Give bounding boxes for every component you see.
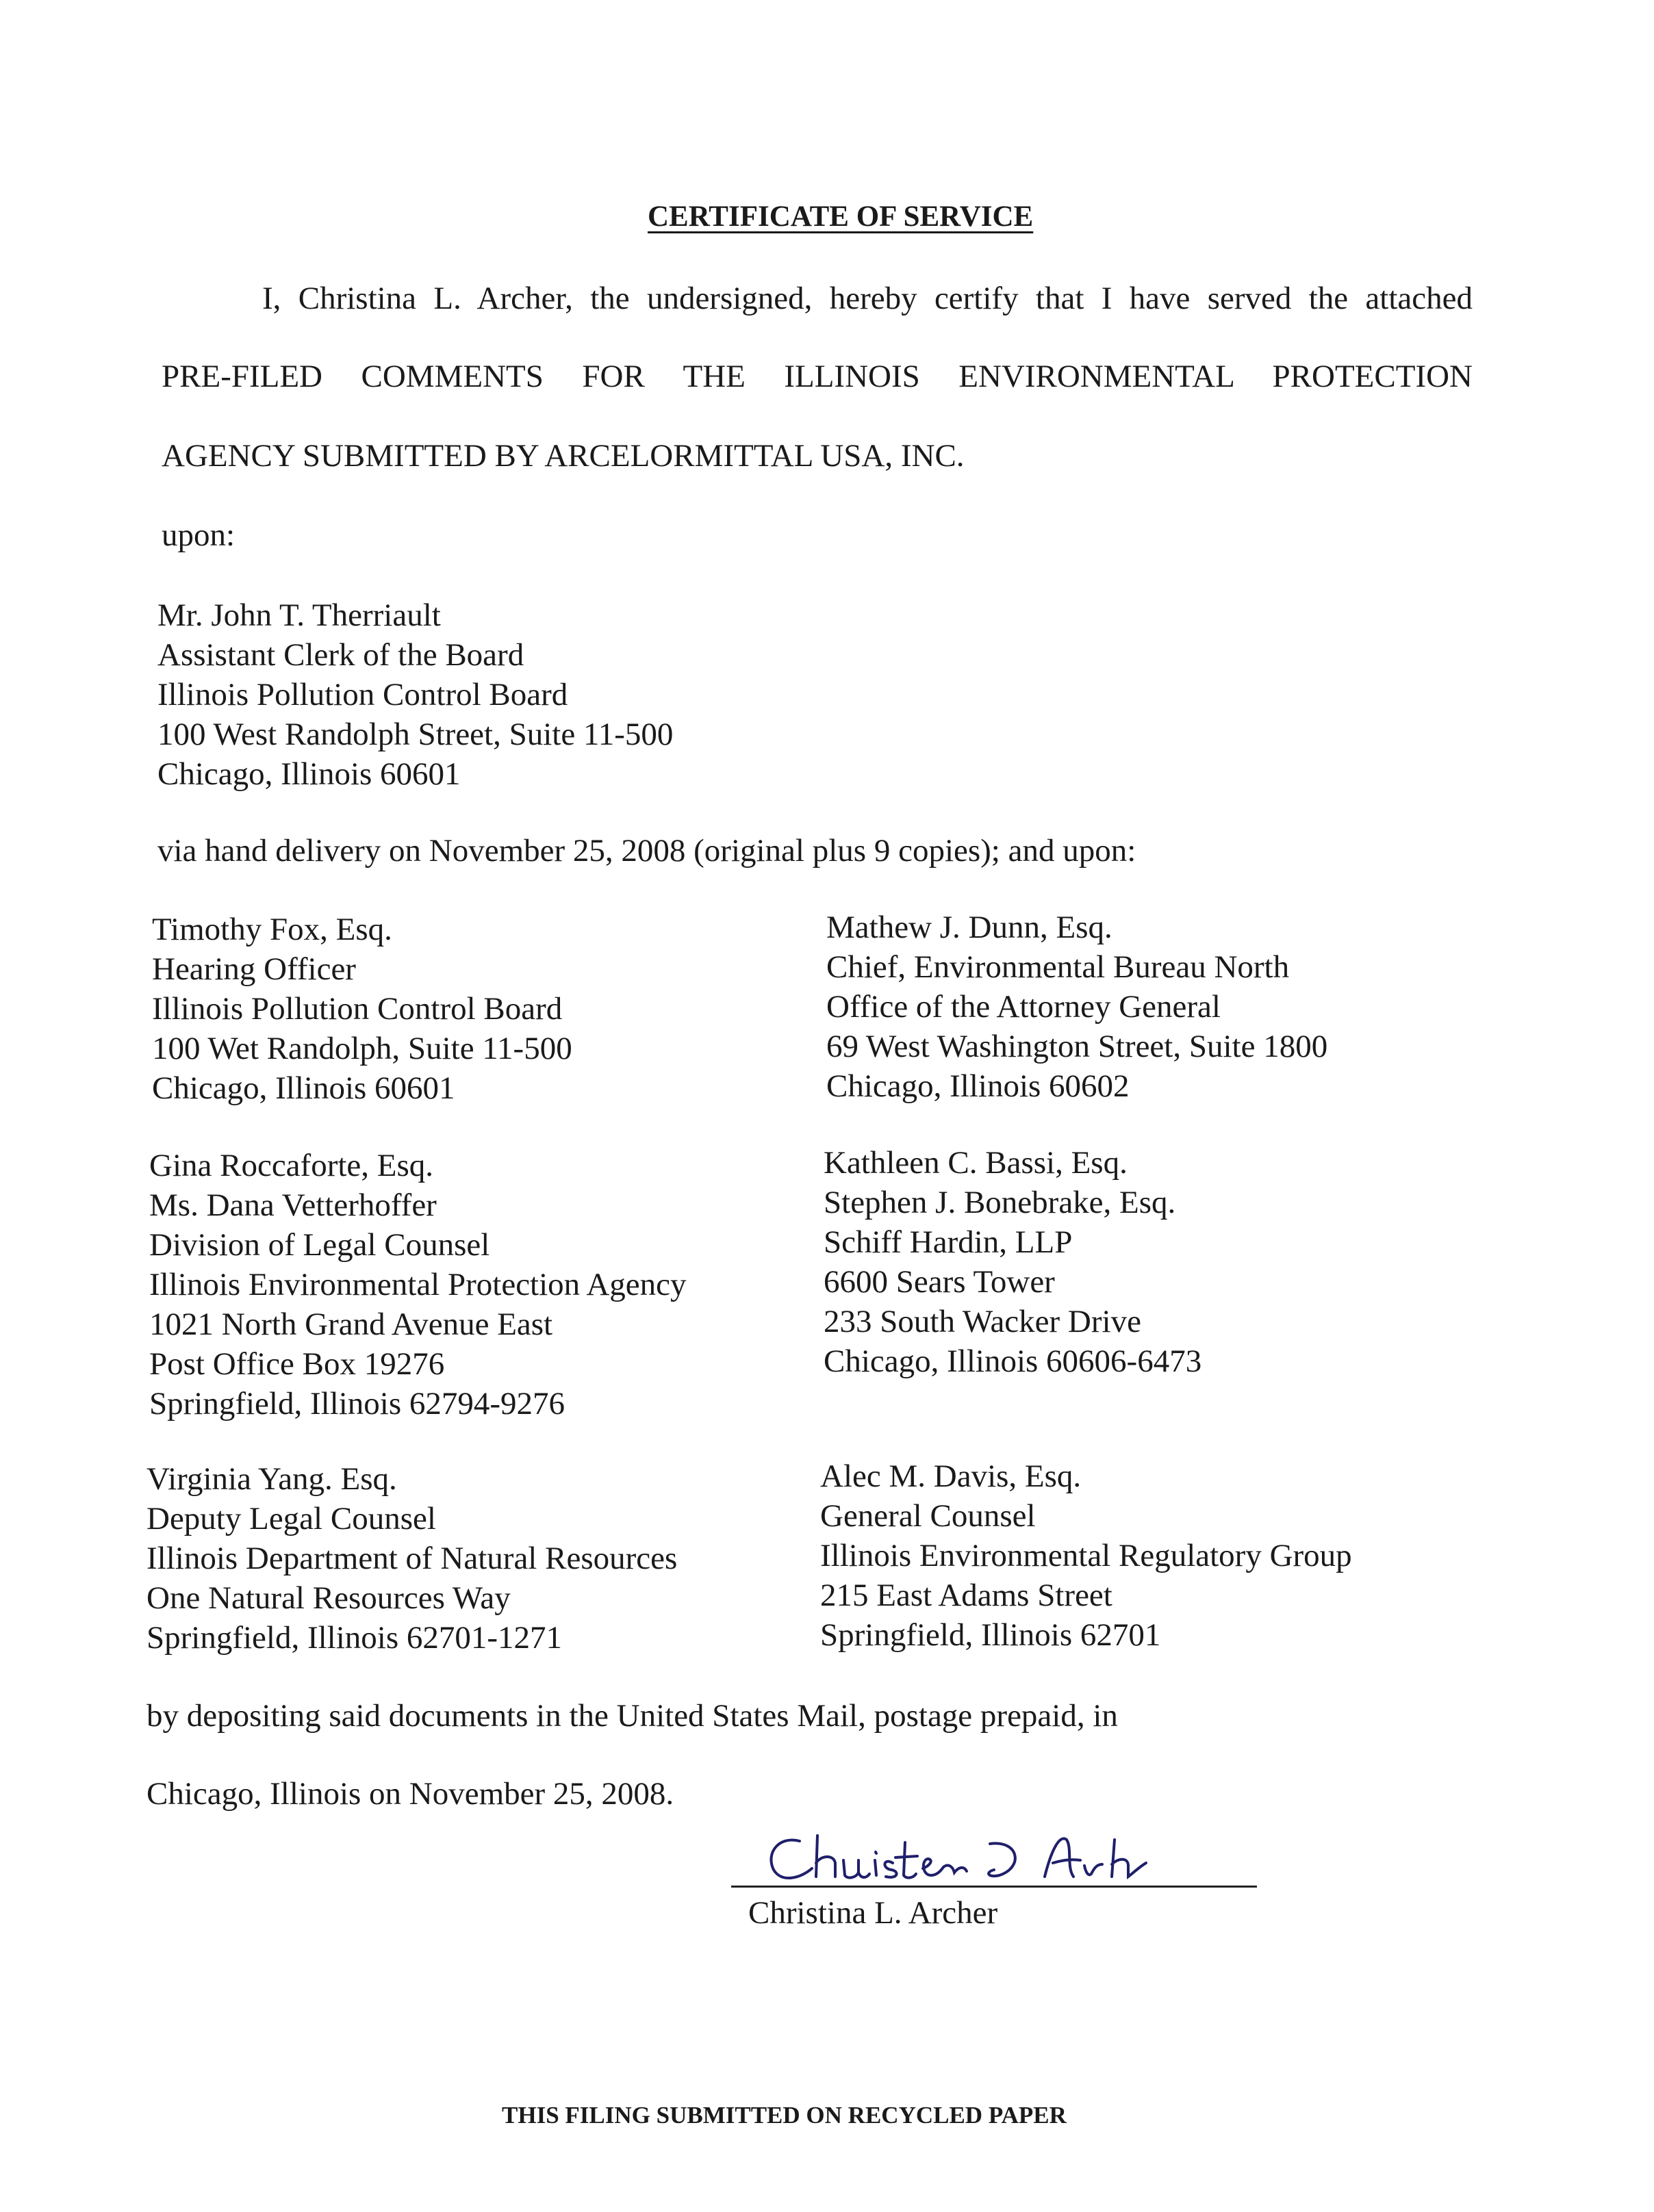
address-line: Deputy Legal Counsel bbox=[147, 1501, 436, 1536]
address-line: Gina Roccaforte, Esq. bbox=[149, 1148, 434, 1183]
address-line: Virginia Yang. Esq. bbox=[147, 1461, 397, 1497]
address-line: Springfield, Illinois 62701-1271 bbox=[147, 1620, 563, 1656]
address-line: Chicago, Illinois 60606-6473 bbox=[824, 1343, 1202, 1379]
via-line: via hand delivery on November 25, 2008 (original plus 9 copies); and upon: bbox=[157, 833, 1136, 869]
intro-line-2: PRE-FILED COMMENTS FOR THE ILLINOIS ENVIRONMENTAL PROTECTION bbox=[162, 359, 1473, 394]
address-line: Illinois Pollution Control Board bbox=[152, 991, 563, 1027]
address-line: Springfield, Illinois 62701 bbox=[820, 1617, 1161, 1653]
recipient-address-left-3 bbox=[147, 1459, 677, 1658]
address-line: One Natural Resources Way bbox=[147, 1580, 511, 1616]
address-line: 1021 North Grand Avenue East bbox=[149, 1307, 553, 1342]
address-line: 69 West Washington Street, Suite 1800 bbox=[826, 1029, 1328, 1064]
address-line: Alec M. Davis, Esq. bbox=[820, 1458, 1082, 1494]
closing-line-1: by depositing said documents in the United States Mail, postage prepaid, in bbox=[147, 1698, 1118, 1734]
address-line: 100 Wet Randolph, Suite 11-500 bbox=[152, 1031, 572, 1066]
intro-line-3: AGENCY SUBMITTED BY ARCELORMITTAL USA, INC. bbox=[162, 438, 965, 474]
recipient-address-right-3 bbox=[820, 1456, 1352, 1655]
recipient-address-left-1 bbox=[152, 910, 572, 1108]
address-line: Stephen J. Bonebrake, Esq. bbox=[824, 1185, 1176, 1220]
address-line: Timothy Fox, Esq. bbox=[152, 912, 392, 947]
recipient-address-right-2 bbox=[824, 1143, 1201, 1381]
recipient-address-right-1 bbox=[826, 908, 1327, 1106]
address-line: Illinois Environmental Protection Agency bbox=[149, 1267, 687, 1302]
address-line: Illinois Environmental Regulatory Group bbox=[820, 1538, 1352, 1573]
address-line: Mathew J. Dunn, Esq. bbox=[826, 910, 1112, 945]
address-line: Springfield, Illinois 62794-9276 bbox=[149, 1386, 565, 1422]
intro-line-1: I, Christina L. Archer, the undersigned, hereby certify that I have served the attached bbox=[262, 281, 1473, 316]
upon-label: upon: bbox=[162, 517, 236, 553]
address-line: 6600 Sears Tower bbox=[824, 1264, 1055, 1300]
recipient-address-left-2 bbox=[149, 1146, 687, 1424]
address-line: Chicago, Illinois 60601 bbox=[152, 1070, 455, 1106]
document-title: CERTIFICATE OF SERVICE bbox=[648, 201, 1034, 233]
address-line: Division of Legal Counsel bbox=[149, 1227, 490, 1263]
address-line: 215 East Adams Street bbox=[820, 1578, 1112, 1613]
address-line: Mr. John T. Therriault bbox=[157, 597, 441, 633]
address-line: Office of the Attorney General bbox=[826, 989, 1221, 1025]
address-line: Ms. Dana Vetterhoffer bbox=[149, 1187, 437, 1223]
signer-name: Christina L. Archer bbox=[748, 1895, 998, 1931]
address-line: Illinois Pollution Control Board bbox=[157, 677, 568, 712]
recycled-paper-footer: THIS FILING SUBMITTED ON RECYCLED PAPER bbox=[502, 2102, 1067, 2129]
address-line: Chicago, Illinois 60601 bbox=[157, 756, 461, 792]
address-line: Hearing Officer bbox=[152, 951, 356, 987]
address-line: Illinois Department of Natural Resources bbox=[147, 1541, 678, 1576]
address-line: Kathleen C. Bassi, Esq. bbox=[824, 1145, 1128, 1181]
signature-line bbox=[731, 1886, 1257, 1888]
closing-line-2: Chicago, Illinois on November 25, 2008. bbox=[147, 1776, 674, 1812]
address-line: Post Office Box 19276 bbox=[149, 1346, 445, 1382]
address-line: 100 West Randolph Street, Suite 11-500 bbox=[157, 717, 674, 752]
address-line: Assistant Clerk of the Board bbox=[157, 637, 524, 673]
primary-recipient-address bbox=[157, 595, 673, 794]
address-line: Chicago, Illinois 60602 bbox=[826, 1068, 1130, 1104]
address-line: Schiff Hardin, LLP bbox=[824, 1224, 1073, 1260]
address-line: General Counsel bbox=[820, 1498, 1036, 1534]
address-line: Chief, Environmental Bureau North bbox=[826, 949, 1290, 985]
handwritten-signature bbox=[759, 1815, 1169, 1890]
address-line: 233 South Wacker Drive bbox=[824, 1304, 1141, 1339]
